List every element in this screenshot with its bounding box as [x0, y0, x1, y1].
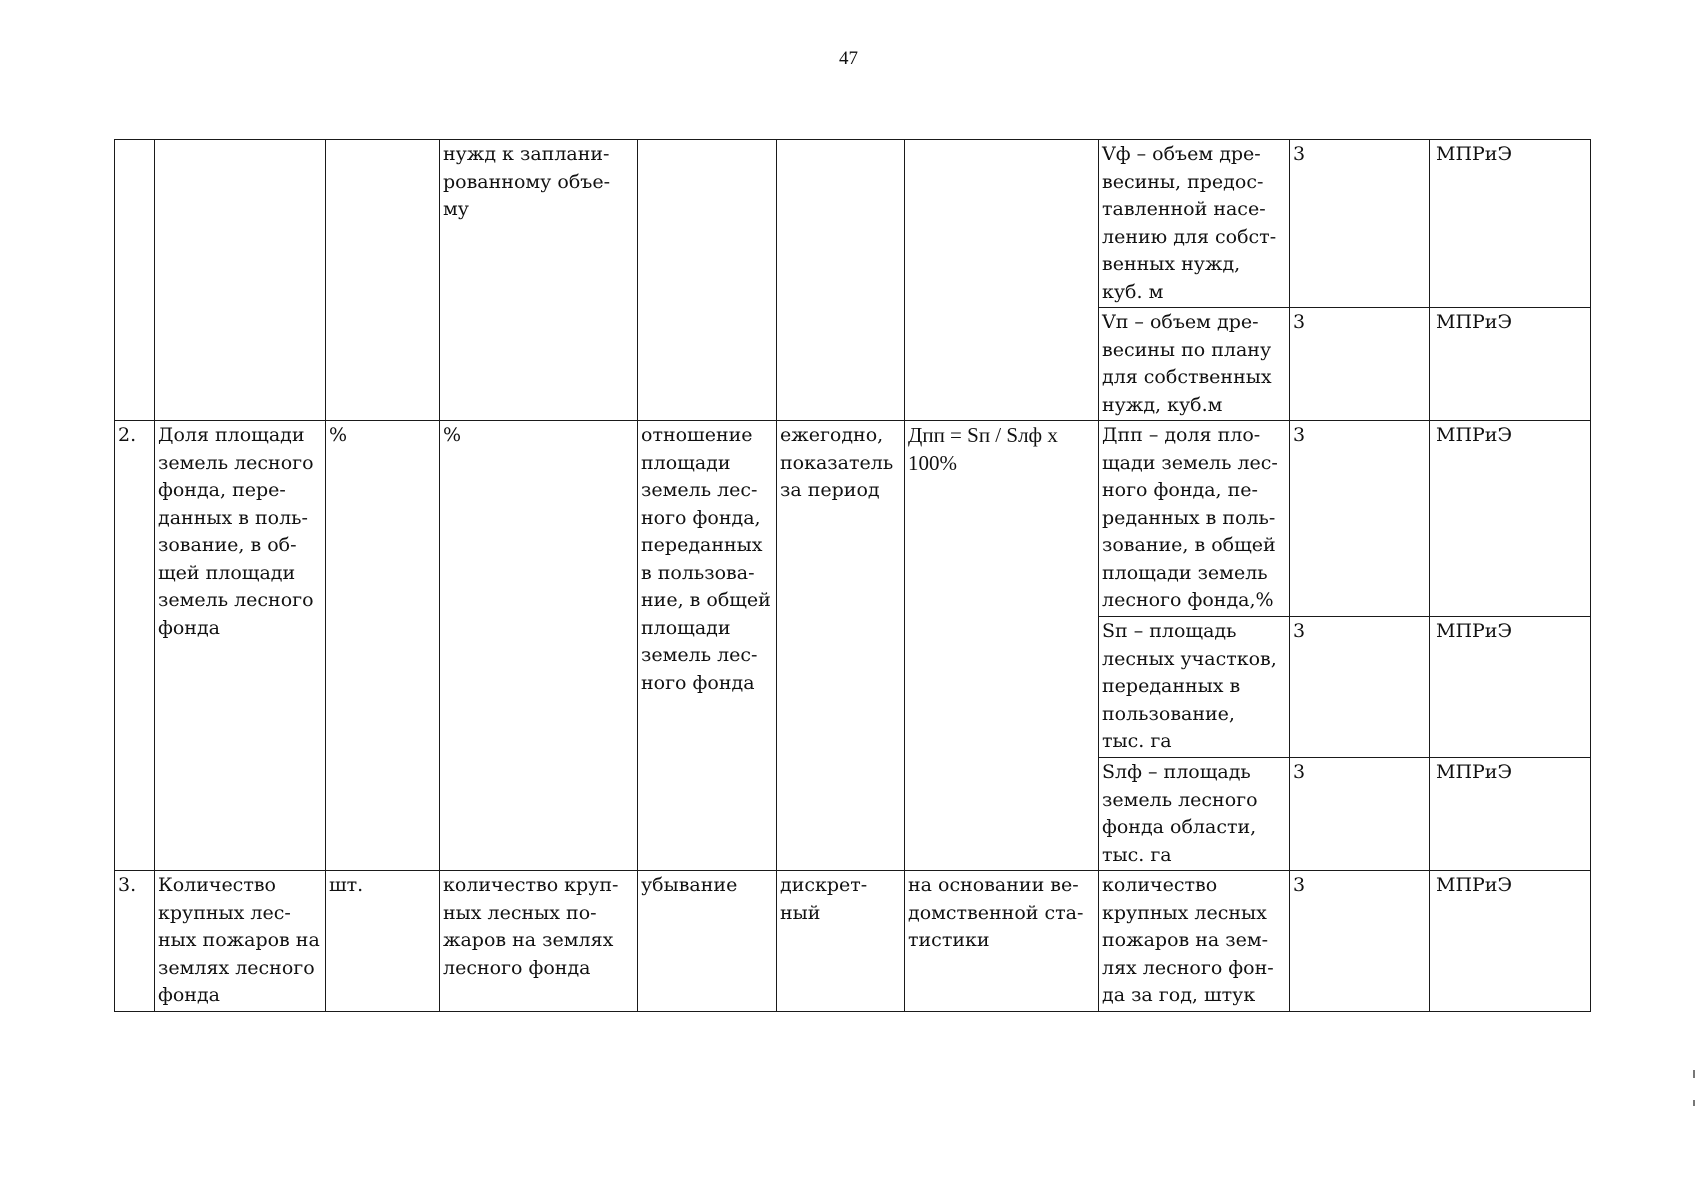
cell-number [115, 140, 155, 421]
cell-definition: количество круп- ных лесных по- жаров на землях лесного фонда [440, 871, 638, 1012]
cell-component-code: 3 [1290, 421, 1430, 617]
cell-responsible: МПРиЭ [1430, 140, 1591, 308]
cell-unit [326, 140, 440, 421]
cell-component-code: 3 [1290, 617, 1430, 758]
cell-component-code: 3 [1290, 758, 1430, 871]
table-row [115, 421, 1591, 617]
cell-component-code: 3 [1290, 871, 1430, 1012]
cell-responsible: МПРиЭ [1430, 758, 1591, 871]
cell-periodicity: ежегодно, показатель за период [777, 421, 905, 871]
cell-indicator-name [155, 140, 326, 421]
cell-indicator-name: Количество крупных лес- ных пожаров на землях лесного фонда [155, 871, 326, 1012]
cell-number: 3. [115, 871, 155, 1012]
scan-artifact [1693, 1070, 1695, 1078]
cell-trend: убывание [638, 871, 777, 1012]
table-row [115, 140, 1591, 308]
page-number: 47 [839, 48, 858, 69]
table-row [115, 871, 1591, 1012]
cell-definition: % [440, 421, 638, 871]
cell-periodicity [777, 140, 905, 421]
cell-trend: отношение площади земель лес- ного фонда, переданных в пользова- ние, в общей площади земель лес- ного фонда [638, 421, 777, 871]
cell-definition: нужд к заплани- рованному объе- му [440, 140, 638, 421]
cell-formula: Дпп = Sп / Sлф х 100% [905, 421, 1099, 871]
cell-number: 2. [115, 421, 155, 871]
scan-artifact [1693, 1100, 1695, 1106]
cell-component-description: Vф – объем дре- весины, предос- тавленной насе- лению для собст- венных нужд, куб. м [1099, 140, 1290, 308]
cell-component-description: Дпп – доля пло- щади земель лес- ного фонда, пе- реданных в поль- зование, в общей площади земель лесного фонда,% [1099, 421, 1290, 617]
cell-unit: шт. [326, 871, 440, 1012]
cell-component-description: Vп – объем дре- весины по плану для собственных нужд, куб.м [1099, 308, 1290, 421]
cell-formula [905, 140, 1099, 421]
cell-periodicity: дискрет- ный [777, 871, 905, 1012]
cell-responsible: МПРиЭ [1430, 871, 1591, 1012]
cell-component-description: количество крупных лесных пожаров на зем- лях лесного фон- да за год, штук [1099, 871, 1290, 1012]
cell-component-code: 3 [1290, 140, 1430, 308]
cell-responsible: МПРиЭ [1430, 308, 1591, 421]
cell-formula: на основании ве- домственной ста- тистики [905, 871, 1099, 1012]
cell-responsible: МПРиЭ [1430, 617, 1591, 758]
cell-trend [638, 140, 777, 421]
cell-unit: % [326, 421, 440, 871]
cell-component-code: 3 [1290, 308, 1430, 421]
cell-responsible: МПРиЭ [1430, 421, 1591, 617]
cell-indicator-name: Доля площади земель лесного фонда, пере- данных в поль- зование, в об- щей площади земель лесного фонда [155, 421, 326, 871]
cell-component-description: Sп – площадь лесных участков, переданных в пользование, тыс. га [1099, 617, 1290, 758]
cell-component-description: Sлф – площадь земель лесного фонда области, тыс. га [1099, 758, 1290, 871]
indicator-table [114, 139, 1591, 1012]
